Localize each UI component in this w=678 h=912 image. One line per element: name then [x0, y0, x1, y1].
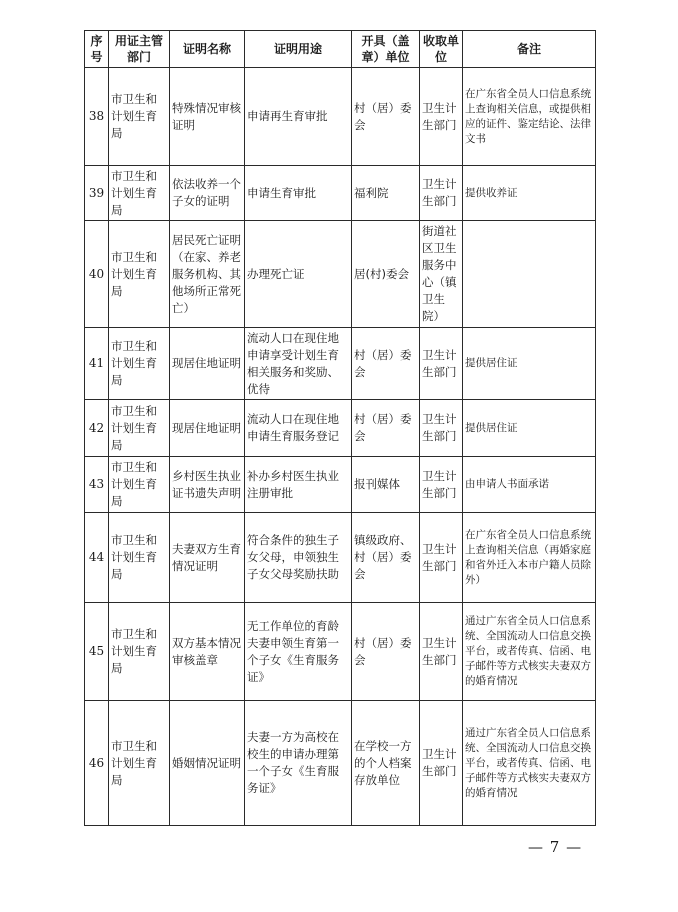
cell-receiver: 卫生计生部门 — [420, 457, 463, 513]
header-note: 备注 — [463, 31, 596, 68]
cell-seq: 43 — [85, 457, 109, 513]
cell-seq: 45 — [85, 603, 109, 701]
cell-receiver: 卫生计生部门 — [420, 513, 463, 603]
cell-seq: 38 — [85, 68, 109, 166]
cell-dept: 市卫生和计划生育局 — [109, 328, 170, 400]
header-use: 证明用途 — [245, 31, 352, 68]
cell-issuer: 在学校一方的个人档案存放单位 — [352, 701, 420, 826]
cell-issuer: 居(村)委会 — [352, 221, 420, 328]
cell-issuer: 村（居）委会 — [352, 400, 420, 457]
cell-name: 乡村医生执业证书遗失声明 — [170, 457, 245, 513]
header-dept: 用证主管部门 — [109, 31, 170, 68]
cell-seq: 41 — [85, 328, 109, 400]
cell-name: 居民死亡证明（在家、养老服务机构、其他场所正常死亡） — [170, 221, 245, 328]
cell-name: 夫妻双方生育情况证明 — [170, 513, 245, 603]
cell-name: 现居住地证明 — [170, 328, 245, 400]
certificate-table — [84, 30, 596, 826]
cell-use: 办理死亡证 — [245, 221, 352, 328]
header-receiver: 收取单位 — [420, 31, 463, 68]
cell-seq: 42 — [85, 400, 109, 457]
cell-note: 由申请人书面承诺 — [463, 457, 596, 513]
cell-dept: 市卫生和计划生育局 — [109, 400, 170, 457]
page-number: — 7 — — [528, 838, 583, 856]
table-row — [85, 68, 596, 166]
cell-dept: 市卫生和计划生育局 — [109, 603, 170, 701]
cell-receiver: 卫生计生部门 — [420, 328, 463, 400]
header-seq: 序号 — [85, 31, 109, 68]
cell-note: 通过广东省全员人口信息系统、全国流动人口信息交换平台，或者传真、信函、电子邮件等方式核实夫妻双方的婚育情况 — [463, 701, 596, 826]
table-header-row — [85, 31, 596, 68]
cell-note: 通过广东省全员人口信息系统、全国流动人口信息交换平台，或者传真、信函、电子邮件等方式核实夫妻双方的婚育情况 — [463, 603, 596, 701]
cell-receiver: 卫生计生部门 — [420, 400, 463, 457]
cell-dept: 市卫生和计划生育局 — [109, 68, 170, 166]
cell-issuer: 报刊媒体 — [352, 457, 420, 513]
cell-seq: 46 — [85, 701, 109, 826]
header-issuer: 开具（盖章）单位 — [352, 31, 420, 68]
cell-dept: 市卫生和计划生育局 — [109, 513, 170, 603]
cell-use: 申请再生育审批 — [245, 68, 352, 166]
table-row — [85, 166, 596, 221]
cell-use: 符合条件的独生子女父母，申领独生子女父母奖励扶助 — [245, 513, 352, 603]
table-row — [85, 603, 596, 701]
cell-use: 申请生育审批 — [245, 166, 352, 221]
cell-name: 婚姻情况证明 — [170, 701, 245, 826]
cell-note: 在广东省全员人口信息系统上查询相关信息，或提供相应的证件、鉴定结论、法律文书 — [463, 68, 596, 166]
cell-issuer: 福利院 — [352, 166, 420, 221]
cell-seq: 44 — [85, 513, 109, 603]
cell-name: 双方基本情况审核盖章 — [170, 603, 245, 701]
cell-receiver: 卫生计生部门 — [420, 701, 463, 826]
cell-dept: 市卫生和计划生育局 — [109, 457, 170, 513]
cell-issuer: 村（居）委会 — [352, 328, 420, 400]
cell-dept: 市卫生和计划生育局 — [109, 166, 170, 221]
cell-use: 夫妻一方为高校在校生的申请办理第一个子女《生育服务证》 — [245, 701, 352, 826]
table-row — [85, 400, 596, 457]
cell-name: 特殊情况审核证明 — [170, 68, 245, 166]
cell-name: 现居住地证明 — [170, 400, 245, 457]
table-row — [85, 513, 596, 603]
cell-seq: 39 — [85, 166, 109, 221]
cell-issuer: 村（居）委会 — [352, 68, 420, 166]
table-row — [85, 701, 596, 826]
table-row — [85, 328, 596, 400]
cell-receiver: 街道社区卫生服务中心（镇卫生院） — [420, 221, 463, 328]
cell-dept: 市卫生和计划生育局 — [109, 221, 170, 328]
cell-note: 提供居住证 — [463, 328, 596, 400]
cell-use: 流动人口在现住地申请享受计划生育相关服务和奖励、优待 — [245, 328, 352, 400]
cell-note: 提供收养证 — [463, 166, 596, 221]
header-name: 证明名称 — [170, 31, 245, 68]
cell-use: 补办乡村医生执业注册审批 — [245, 457, 352, 513]
cell-name: 依法收养一个子女的证明 — [170, 166, 245, 221]
cell-note: 提供居住证 — [463, 400, 596, 457]
cell-dept: 市卫生和计划生育局 — [109, 701, 170, 826]
cell-issuer: 镇级政府、村（居）委会 — [352, 513, 420, 603]
table-row — [85, 457, 596, 513]
cell-issuer: 村（居）委会 — [352, 603, 420, 701]
cell-use: 无工作单位的育龄夫妻申领生育第一个子女《生育服务证》 — [245, 603, 352, 701]
cell-receiver: 卫生计生部门 — [420, 166, 463, 221]
cell-note — [463, 221, 596, 328]
cell-note: 在广东省全员人口信息系统上查询相关信息（再婚家庭和省外迁入本市户籍人员除外） — [463, 513, 596, 603]
cell-use: 流动人口在现住地申请生育服务登记 — [245, 400, 352, 457]
cell-receiver: 卫生计生部门 — [420, 68, 463, 166]
cell-receiver: 卫生计生部门 — [420, 603, 463, 701]
table-row — [85, 221, 596, 328]
cell-seq: 40 — [85, 221, 109, 328]
